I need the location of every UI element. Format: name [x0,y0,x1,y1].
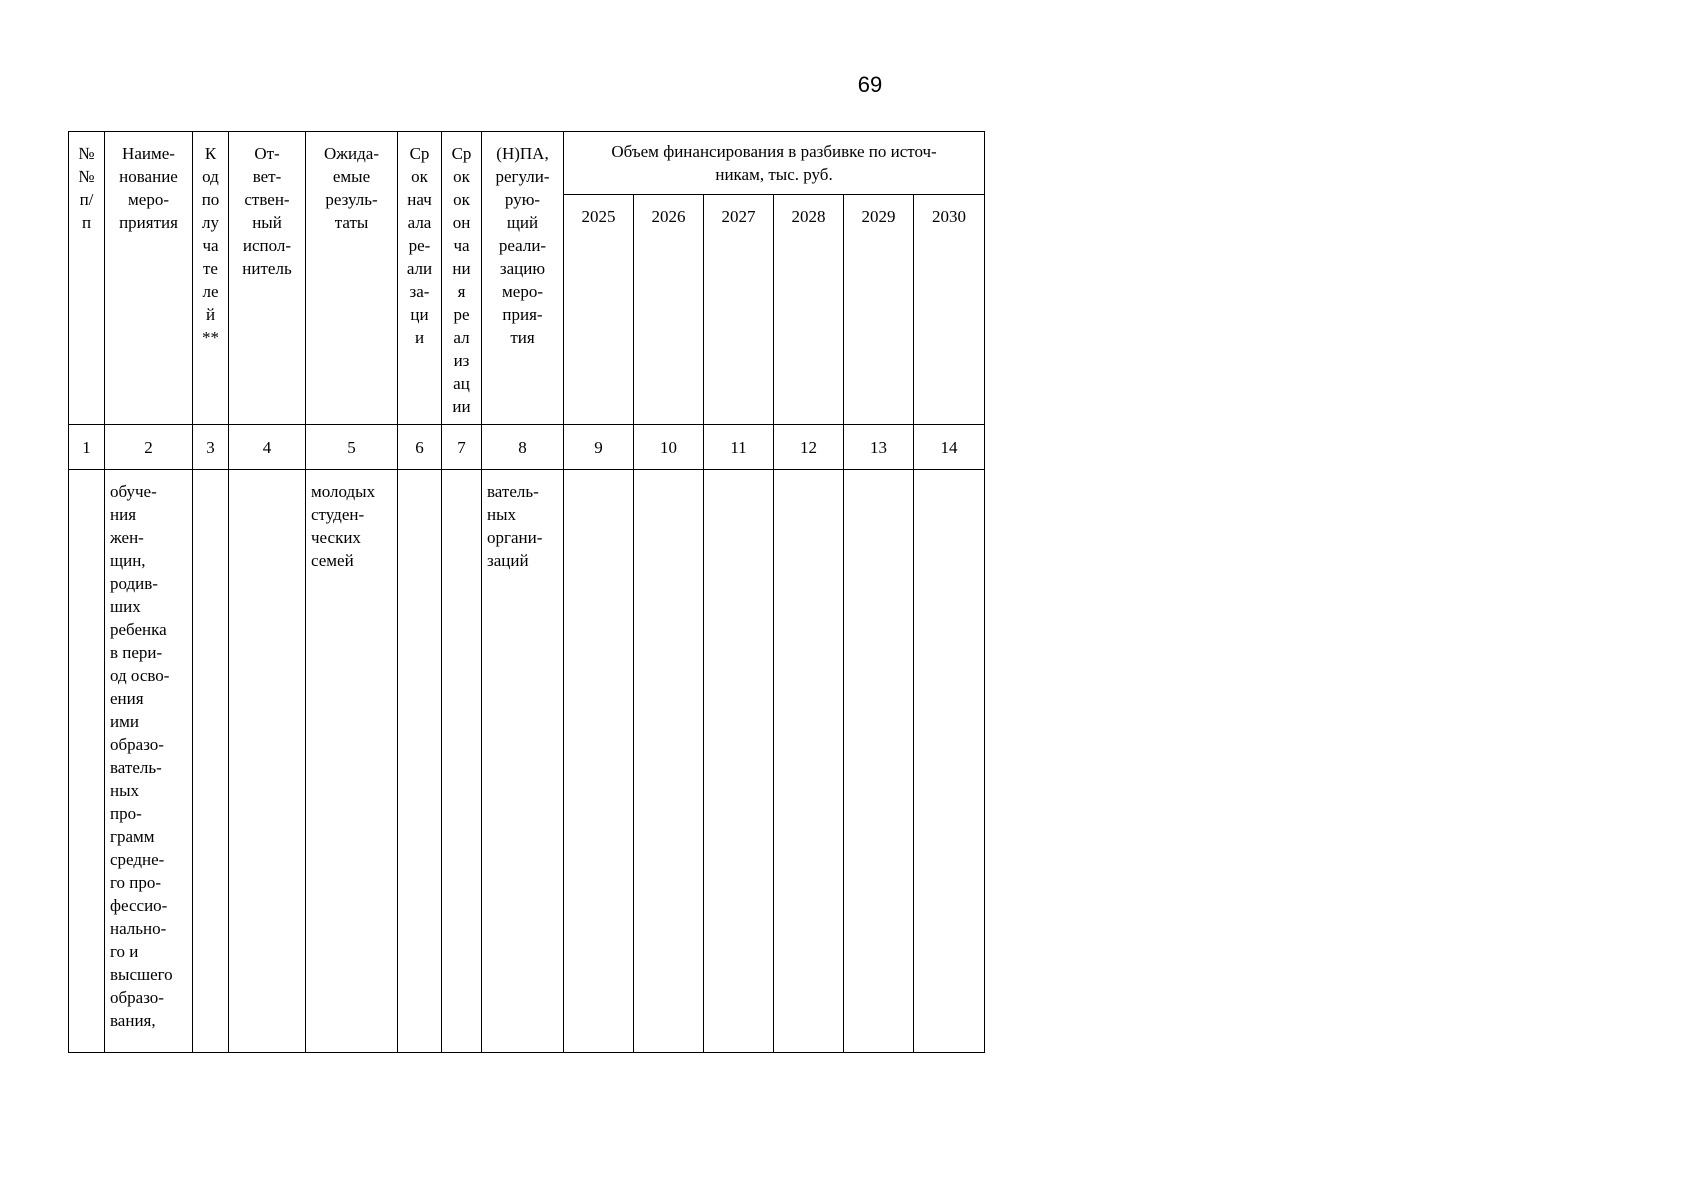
header-year: 2027 [704,195,774,425]
column-number: 6 [398,425,442,470]
cell-2029 [844,470,914,1053]
header-regulatory-act: (Н)ПА, регули- рую- щий реали- зацию меро- прия- тия [482,132,564,425]
cell-end-date [442,470,482,1053]
cell-2027 [704,470,774,1053]
column-number: 8 [482,425,564,470]
cell-2026 [634,470,704,1053]
cell-2030 [914,470,985,1053]
cell-regulatory-act: ватель- ных органи- заций [482,470,564,1053]
measures-table [68,131,985,1053]
header-recipient-code: К од по лу ча те ле й ** [193,132,229,425]
column-number: 5 [306,425,398,470]
header-year: 2030 [914,195,985,425]
column-number: 4 [229,425,306,470]
cell-expected-results: молодых студен- ческих семей [306,470,398,1053]
column-numbers-row [69,425,985,470]
column-number: 10 [634,425,704,470]
column-number: 13 [844,425,914,470]
column-number: 14 [914,425,985,470]
cell-2025 [564,470,634,1053]
header-year: 2025 [564,195,634,425]
header-number: № № п/ п [69,132,105,425]
header-end-date: Ср ок ок он ча ни я ре ал из ац ии [442,132,482,425]
header-year: 2026 [634,195,704,425]
header-year: 2029 [844,195,914,425]
column-number: 1 [69,425,105,470]
cell-start-date [398,470,442,1053]
cell-responsible [229,470,306,1053]
header-responsible: От- вет- ствен- ный испол- нитель [229,132,306,425]
cell-measure-name: обуче- ния жен- щин, родив- ших ребенка в пери- од осво- ения ими образо- ватель- ных про- грамм средне- го про- фессио- нально- го и высшего образо- вания, [105,470,193,1053]
cell-recipient-code [193,470,229,1053]
header-row [69,132,985,195]
column-number: 3 [193,425,229,470]
header-start-date: Ср ок нач ала ре- али за- ци и [398,132,442,425]
column-number: 2 [105,425,193,470]
cell-2028 [774,470,844,1053]
page-number: 69 [857,72,883,97]
header-measure-name: Наиме- нование меро- приятия [105,132,193,425]
column-number: 12 [774,425,844,470]
table-row [69,470,985,1053]
cell-number [69,470,105,1053]
column-number: 7 [442,425,482,470]
header-financing: Объем финансирования в разбивке по источ- никам, тыс. руб. [564,132,985,195]
column-number: 9 [564,425,634,470]
header-year: 2028 [774,195,844,425]
column-number: 11 [704,425,774,470]
header-expected-results: Ожида- емые резуль- таты [306,132,398,425]
